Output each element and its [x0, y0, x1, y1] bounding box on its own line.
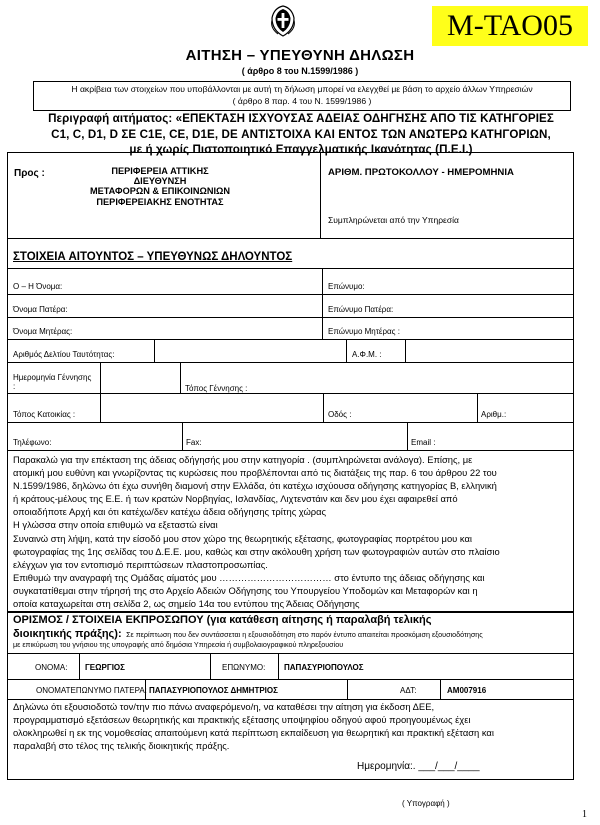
declaration-line8: φωτογραφίας της 1ης σελίδας του Δ.Ε.Ε. μου, καθώς και στην ακόλουθη χρήση των φωτογραφιών αυτών στο πλαίσιο	[13, 545, 500, 557]
residence-label: Τόπος Κατοικίας :	[13, 410, 76, 419]
birth-date-colon: :	[13, 382, 16, 391]
street-label: Οδός :	[328, 410, 352, 419]
divider	[7, 362, 574, 363]
number-label: Αριθμ.:	[481, 410, 507, 419]
surname-label: Επώνυμο:	[328, 282, 365, 291]
protocol-note: Συμπληρώνεται από την Υπηρεσία	[328, 215, 459, 225]
representative-title	[13, 613, 566, 627]
divider	[7, 450, 574, 451]
signature-label: ( Υπογραφή )	[402, 799, 450, 808]
divider	[347, 679, 348, 699]
father-surname-label: Επώνυμο Πατέρα:	[328, 305, 394, 314]
authorization-text	[13, 700, 566, 752]
page-title: ΑΙΤΗΣΗ – ΥΠΕΥΘΥΝΗ ΔΗΛΩΣΗ	[185, 47, 415, 64]
declaration-line1: Παρακαλώ για την επέκταση της άδειας οδήγησής μου στην κατηγορία . (συμπληρώνεται ανάλογα). Επίσης, με	[13, 454, 473, 465]
representative-title-note: Σε περίπτωση που δεν συντάσσεται η εξουσιοδότηση στο παρόν έντυπο απαιτείται προσκόμιση εξουσιοδότησης	[126, 630, 483, 639]
divider	[407, 422, 408, 450]
protocol-label: ΑΡΙΘΜ. ΠΡΩΤΟΚΟΛΛΟΥ - ΗΜΕΡΟΜΗΝΙΑ	[328, 167, 514, 178]
authorization-line1: Δηλώνω ότι εξουσιοδοτώ τον/την πιο πάνω αναφερόμενο/η, να καταθέσει την αίτηση για έκδοση ΔΕΕ,	[13, 701, 435, 712]
declaration-line11: συγκατατίθεμαι στην τήρησή της στο Αρχείο Αδειών Οδήγησης του Υπουργείου Υποδομών και Μεταφορών και η	[13, 584, 478, 596]
greek-emblem-icon	[268, 4, 298, 38]
name-label: Ο – Η Όνομα:	[13, 282, 63, 291]
divider	[79, 653, 80, 679]
representative-title-line2: διοικητικής πράξης):	[13, 628, 122, 640]
divider	[154, 339, 155, 362]
recipient-line4: ΠΕΡΙΦΕΡΕΙΑΚΗΣ ΕΝΟΤΗΤΑΣ	[96, 196, 224, 207]
rep-surname-label: ΕΠΩΝΥΜΟ:	[222, 663, 266, 672]
divider	[322, 268, 323, 339]
divider	[100, 362, 101, 393]
divider	[320, 152, 321, 238]
recipient-line1: ΠΕΡΙΦΕΡΕΙΑ ΑΤΤΙΚΗΣ	[111, 166, 209, 176]
declaration-text	[13, 453, 566, 610]
fax-label: Fax:	[186, 438, 202, 447]
accuracy-note	[33, 81, 571, 111]
declaration-line5: οποιαδήποτε Αρχή και ότι κατέχω/δεν κατέχω άδεια οδήγησης τρίτης χώρας	[13, 506, 327, 518]
declaration-line10: Επιθυμώ την αναγραφή της Ομάδας αίματός μου ……………………………… στο έντυπο της άδειας οδήγησης και	[13, 571, 485, 583]
divider	[180, 362, 181, 393]
divider	[182, 422, 183, 450]
applicant-section-title: ΣΤΟΙΧΕΙΑ ΑΙΤΟΥΝΤΟΣ – ΥΠΕΥΘΥΝΩΣ ΔΗΛΟΥΝΤΟΣ	[13, 251, 293, 263]
recipient-line2: ΔΙΕΥΘΥΝΣΗ	[133, 176, 187, 187]
representative-title-line1: ΟΡΙΣΜΟΣ / ΣΤΟΙΧΕΙΑ ΕΚΠΡΟΣΩΠΟΥ (για κατάθεση αίτησης ή παραλαβή τελικής	[13, 614, 432, 626]
authorization-line2: προγραμματισμό εξετάσεων θεωρητικής και πρακτικής εξέτασης υποψηφίου οδηγού αφού προηγουμένως έχει	[13, 714, 471, 725]
page-subtitle: ( άρθρο 8 του Ν.1599/1986 )	[241, 66, 359, 76]
divider	[7, 268, 574, 269]
rep-father-label: ΟΝΟΜΑΤΕΠΩΝΥΜΟ ΠΑΤΕΡΑ:	[36, 686, 147, 695]
email-label: Email :	[411, 438, 436, 447]
accuracy-note-line1: Η ακρίβεια των στοιχείων που υποβάλλονται με αυτή τη δήλωση μπορεί να ελεγχθεί με βάση το αρχείο άλλων Υπηρεσιών	[71, 84, 533, 94]
accuracy-note-line2: ( άρθρο 8 παρ. 4 του Ν. 1599/1986 )	[232, 96, 372, 106]
divider	[210, 653, 211, 679]
date-field: Ημερομηνία:. ___/___/____	[357, 761, 480, 772]
rep-adt-label: ΑΔΤ:	[400, 686, 417, 695]
id-number-label: Αριθμός Δελτίου Ταυτότητας:	[13, 350, 115, 359]
request-description	[12, 111, 590, 158]
declaration-line3: Ν.1599/1986, δηλώνω ότι έχω συνήθη διαμονή στην Ελλάδα, ότι κατέχω ισχύουσα οδήγησης κατηγορίας Β, ελληνική	[13, 480, 497, 492]
divider	[7, 679, 574, 680]
father-name-label: Όνομα Πατέρα:	[13, 305, 68, 314]
divider	[7, 294, 574, 295]
representative-title-row2	[13, 627, 573, 641]
rep-name-value: ΓΕΩΡΓΙΟΣ	[85, 663, 125, 672]
request-description-line3: με ή χωρίς Πιστοποιητικό Επαγγελματικής Ικανότητας (Π.Ε.Ι.)	[129, 143, 473, 156]
divider	[7, 653, 574, 654]
representative-note-line2: με επικύρωση του γνήσιου της υπογραφής από δημόσια Υπηρεσία ή συμβολαιογραφικού πληρεξουσίου	[13, 640, 344, 649]
divider	[7, 422, 574, 423]
to-label: Προς :	[14, 168, 45, 179]
afm-label: Α.Φ.Μ. :	[352, 350, 382, 359]
divider	[477, 393, 478, 422]
declaration-line2: ατομική μου ευθύνη και γνωρίζοντας τις κυρώσεις που προβλέπονται από τις διατάξεις της παρ. 6 του άρθρου 22 του	[13, 467, 497, 479]
divider	[7, 317, 574, 318]
birth-place-label: Τόπος Γέννησης :	[185, 384, 248, 393]
recipient-address	[70, 166, 250, 207]
authorization-line3: ολοκληρωθεί η εκ της νομοθεσίας απαιτούμενη κατά περίπτωση εκπαίδευση για θεωρητική και πρακτική εξέταση και	[13, 727, 494, 738]
divider	[7, 393, 574, 394]
form-code: M-TAO05	[432, 6, 588, 46]
divider	[405, 339, 406, 362]
rep-adt-value: ΑΜ007916	[447, 686, 487, 695]
request-description-line2: C1, C, D1, D ΣΕ C1E, CE, D1E, DE ΑΝΤΙΣΤΟΙΧΑ ΚΑΙ ΕΝΤΟΣ ΤΩΝ ΑΝΩΤΕΡΩ ΚΑΤΗΓΟΡΙΩΝ,	[51, 127, 551, 141]
mother-name-label: Όνομα Μητέρας:	[13, 327, 73, 336]
divider	[323, 393, 324, 422]
recipient-line3: ΜΕΤΑΦΟΡΩΝ & ΕΠΙΚΟΙΝΩΝΙΩΝ	[89, 186, 231, 197]
mother-surname-label: Επώνυμο Μητέρας :	[328, 327, 400, 336]
divider	[7, 339, 574, 340]
declaration-line9: ελέγχων για τον εντοπισμό περιπτώσεων πλαστοπροσωπίας.	[13, 558, 268, 570]
birth-date-label: Ημερομηνία Γέννησης	[13, 373, 92, 382]
declaration-line6: Η γλώσσα στην οποία επιθυμώ να εξεταστώ είναι	[13, 519, 218, 531]
divider	[7, 238, 574, 239]
divider	[440, 679, 441, 699]
rep-surname-value: ΠΑΠΑΣΥΡΙΟΠΟΥΛΟΣ	[284, 663, 364, 672]
divider	[278, 653, 279, 679]
divider	[100, 393, 101, 422]
declaration-line12: οποία καταχωρείται στη σελίδα 2, ως σημείο 14α του εντύπου της Άδειας Οδήγησης	[13, 598, 360, 610]
declaration-line4: ή κράτους-μέλους της Ε.Ε. ή των κρατών Νορβηγίας, Ισλανδίας, Λιχτενστάιν και δεν μου έχει αφαιρεθεί από	[13, 493, 458, 505]
rep-name-label: ΟΝΟΜΑ:	[35, 663, 68, 672]
request-description-line1: Περιγραφή αιτήματος: «ΕΠΕΚΤΑΣΗ ΙΣΧΥΟΥΣΑΣ ΑΔΕΙΑΣ ΟΔΗΓΗΣΗΣ ΑΠΟ ΤΙΣ ΚΑΤΗΓΟΡΙΕΣ	[48, 112, 554, 125]
declaration-line7: Συναινώ στη λήψη, κατά την είσοδό μου στον χώρο της θεωρητικής εξέτασης, φωτογραφίας πορτρέτου μου και	[13, 532, 472, 544]
authorization-line4: παραλαβή στο τέλος της τελικής διοικητικής πράξης.	[13, 740, 230, 751]
divider	[346, 339, 347, 362]
rep-father-value: ΠΑΠΑΣΥΡΙΟΠΟΥΛΟΣ ΔΗΜΗΤΡΙΟΣ	[149, 686, 278, 695]
phone-label: Τηλέφωνο:	[13, 438, 52, 447]
page-number: 1	[582, 809, 587, 820]
